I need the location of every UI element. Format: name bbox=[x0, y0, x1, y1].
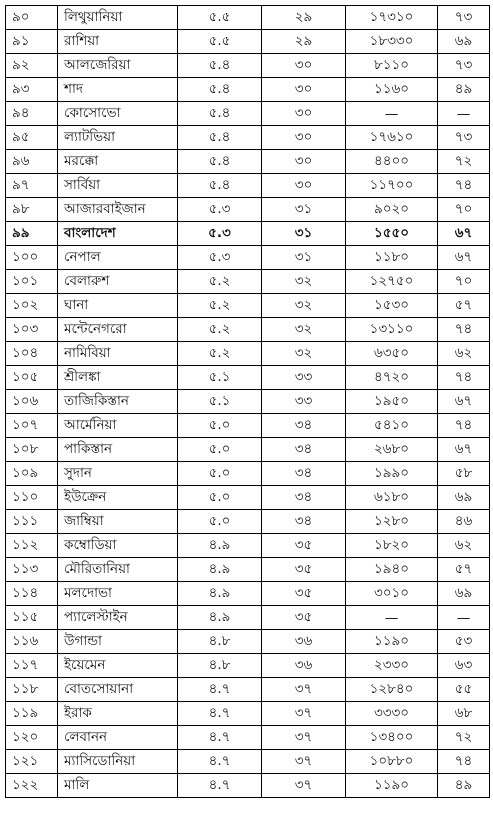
score-cell: ৫.৪ bbox=[178, 150, 262, 174]
score-cell: ৫.৪ bbox=[178, 54, 262, 78]
country-cell: ম্যাসিডোনিয়া bbox=[58, 750, 178, 774]
score-cell: ৫.১ bbox=[178, 390, 262, 414]
table-row bbox=[6, 726, 490, 750]
life-expectancy-cell: ৫৩ bbox=[438, 630, 490, 654]
table-row bbox=[6, 534, 490, 558]
position-cell: ৩৪ bbox=[262, 486, 346, 510]
position-cell: ৩২ bbox=[262, 270, 346, 294]
ranking-table bbox=[5, 5, 490, 798]
country-cell: নামিবিয়া bbox=[58, 342, 178, 366]
income-cell: ৬৩৫০ bbox=[346, 342, 438, 366]
country-cell: ইরাক bbox=[58, 702, 178, 726]
score-cell: ৫.৪ bbox=[178, 78, 262, 102]
table-row bbox=[6, 702, 490, 726]
life-expectancy-cell: ৭৪ bbox=[438, 414, 490, 438]
table-row bbox=[6, 6, 490, 30]
country-cell: মৌরিতানিয়া bbox=[58, 558, 178, 582]
rank-cell: ৯৪ bbox=[6, 102, 58, 126]
position-cell: ৩০ bbox=[262, 78, 346, 102]
income-cell: ১৭৬১০ bbox=[346, 126, 438, 150]
income-cell: ১১৮০ bbox=[346, 246, 438, 270]
country-cell: মন্টেনেগরো bbox=[58, 318, 178, 342]
table-row bbox=[6, 438, 490, 462]
income-cell: ১৯৪০ bbox=[346, 558, 438, 582]
position-cell: ৩১ bbox=[262, 246, 346, 270]
table-row bbox=[6, 750, 490, 774]
score-cell: ৫.৪ bbox=[178, 126, 262, 150]
income-cell: ৫৪১০ bbox=[346, 414, 438, 438]
rank-cell: ৯৮ bbox=[6, 198, 58, 222]
position-cell: ৩৭ bbox=[262, 726, 346, 750]
country-cell: মরক্কো bbox=[58, 150, 178, 174]
life-expectancy-cell: ৪৯ bbox=[438, 774, 490, 798]
country-cell: বেলারুশ bbox=[58, 270, 178, 294]
country-cell: লিথুয়ানিয়া bbox=[58, 6, 178, 30]
income-cell: ২৩৩০ bbox=[346, 654, 438, 678]
position-cell: ৩৪ bbox=[262, 510, 346, 534]
country-cell: সুদান bbox=[58, 462, 178, 486]
rank-cell: ৯২ bbox=[6, 54, 58, 78]
table-row bbox=[6, 30, 490, 54]
score-cell: ৫.০ bbox=[178, 414, 262, 438]
score-cell: ৫.০ bbox=[178, 462, 262, 486]
life-expectancy-cell: ৬৯ bbox=[438, 30, 490, 54]
score-cell: ৫.৫ bbox=[178, 6, 262, 30]
income-cell: ১৯৯০ bbox=[346, 462, 438, 486]
income-cell: ৩৩৩০ bbox=[346, 702, 438, 726]
life-expectancy-cell: ৫৭ bbox=[438, 294, 490, 318]
country-cell: ইউক্রেন bbox=[58, 486, 178, 510]
score-cell: ৫.৩ bbox=[178, 198, 262, 222]
country-cell: জাম্বিয়া bbox=[58, 510, 178, 534]
rank-cell: ১১৮ bbox=[6, 678, 58, 702]
rank-cell: ১১৫ bbox=[6, 606, 58, 630]
life-expectancy-cell: ৬৭ bbox=[438, 390, 490, 414]
table-row bbox=[6, 222, 490, 246]
table-row bbox=[6, 582, 490, 606]
life-expectancy-cell: ৬৩ bbox=[438, 654, 490, 678]
life-expectancy-cell: ৭২ bbox=[438, 726, 490, 750]
table-row bbox=[6, 414, 490, 438]
rank-cell: ১২১ bbox=[6, 750, 58, 774]
table-body bbox=[6, 6, 490, 798]
position-cell: ৩০ bbox=[262, 150, 346, 174]
life-expectancy-cell: ৭৪ bbox=[438, 366, 490, 390]
income-cell: ১৭৩১০ bbox=[346, 6, 438, 30]
country-cell: সার্বিয়া bbox=[58, 174, 178, 198]
table-row bbox=[6, 630, 490, 654]
life-expectancy-cell: ৬৯ bbox=[438, 486, 490, 510]
life-expectancy-cell: ৪৬ bbox=[438, 510, 490, 534]
rank-cell: ১১২ bbox=[6, 534, 58, 558]
position-cell: ৩২ bbox=[262, 294, 346, 318]
score-cell: ৫.৪ bbox=[178, 102, 262, 126]
country-cell: ল্যাটভিয়া bbox=[58, 126, 178, 150]
table-row bbox=[6, 558, 490, 582]
country-cell: পাকিস্তান bbox=[58, 438, 178, 462]
position-cell: ৩৩ bbox=[262, 390, 346, 414]
table-row bbox=[6, 654, 490, 678]
position-cell: ৩৫ bbox=[262, 558, 346, 582]
life-expectancy-cell: ৬৮ bbox=[438, 702, 490, 726]
country-cell: রাশিয়া bbox=[58, 30, 178, 54]
table-row bbox=[6, 606, 490, 630]
income-cell: ১৮৩৩০ bbox=[346, 30, 438, 54]
position-cell: ৩৭ bbox=[262, 750, 346, 774]
life-expectancy-cell: — bbox=[438, 606, 490, 630]
score-cell: ৫.১ bbox=[178, 366, 262, 390]
life-expectancy-cell: ৬২ bbox=[438, 342, 490, 366]
country-cell: প্যালেস্টাইন bbox=[58, 606, 178, 630]
income-cell: ১১৯০ bbox=[346, 630, 438, 654]
life-expectancy-cell: ৭৪ bbox=[438, 750, 490, 774]
position-cell: ৩৫ bbox=[262, 606, 346, 630]
life-expectancy-cell: ৭২ bbox=[438, 150, 490, 174]
score-cell: ৪.৯ bbox=[178, 558, 262, 582]
score-cell: ৪.৮ bbox=[178, 654, 262, 678]
table-row bbox=[6, 78, 490, 102]
position-cell: ২৯ bbox=[262, 6, 346, 30]
position-cell: ৩৬ bbox=[262, 654, 346, 678]
position-cell: ৩৭ bbox=[262, 702, 346, 726]
rank-cell: ৯৭ bbox=[6, 174, 58, 198]
income-cell: ১১৯০ bbox=[346, 774, 438, 798]
score-cell: ৪.৮ bbox=[178, 630, 262, 654]
country-cell: কম্বোডিয়া bbox=[58, 534, 178, 558]
rank-cell: ১০২ bbox=[6, 294, 58, 318]
rank-cell: ১০৭ bbox=[6, 414, 58, 438]
life-expectancy-cell: ৭৩ bbox=[438, 126, 490, 150]
rank-cell: ১০৯ bbox=[6, 462, 58, 486]
rank-cell: ১০৬ bbox=[6, 390, 58, 414]
income-cell: ৮১১০ bbox=[346, 54, 438, 78]
table-row bbox=[6, 678, 490, 702]
position-cell: ৩৪ bbox=[262, 414, 346, 438]
country-cell: আর্মেনিয়া bbox=[58, 414, 178, 438]
table-row bbox=[6, 390, 490, 414]
score-cell: ৪.৭ bbox=[178, 750, 262, 774]
rank-cell: ১২২ bbox=[6, 774, 58, 798]
table-row bbox=[6, 102, 490, 126]
table-row bbox=[6, 774, 490, 798]
position-cell: ৩৫ bbox=[262, 534, 346, 558]
score-cell: ৫.৫ bbox=[178, 30, 262, 54]
ranking-table-page bbox=[5, 5, 489, 815]
rank-cell: ১১১ bbox=[6, 510, 58, 534]
score-cell: ৪.৯ bbox=[178, 534, 262, 558]
income-cell: ১৫৩০ bbox=[346, 294, 438, 318]
country-cell: শ্রীলঙ্কা bbox=[58, 366, 178, 390]
table-row bbox=[6, 54, 490, 78]
country-cell: তাজিকিস্তান bbox=[58, 390, 178, 414]
life-expectancy-cell: ৬৭ bbox=[438, 438, 490, 462]
rank-cell: ১১৬ bbox=[6, 630, 58, 654]
position-cell: ৩২ bbox=[262, 342, 346, 366]
table-row bbox=[6, 462, 490, 486]
rank-cell: ১১০ bbox=[6, 486, 58, 510]
rank-cell: ১০১ bbox=[6, 270, 58, 294]
country-cell: আজারবাইজান bbox=[58, 198, 178, 222]
country-cell: ঘানা bbox=[58, 294, 178, 318]
life-expectancy-cell: ৫৫ bbox=[438, 678, 490, 702]
score-cell: ৫.২ bbox=[178, 294, 262, 318]
position-cell: ৩০ bbox=[262, 102, 346, 126]
rank-cell: ১১৯ bbox=[6, 702, 58, 726]
life-expectancy-cell: ৭০ bbox=[438, 270, 490, 294]
score-cell: ৫.৩ bbox=[178, 246, 262, 270]
table-row bbox=[6, 174, 490, 198]
score-cell: ৫.২ bbox=[178, 342, 262, 366]
life-expectancy-cell: ৪৯ bbox=[438, 78, 490, 102]
income-cell: ৯০২০ bbox=[346, 198, 438, 222]
income-cell: ৬১৮০ bbox=[346, 486, 438, 510]
table-row bbox=[6, 486, 490, 510]
income-cell: ১২৭৫০ bbox=[346, 270, 438, 294]
life-expectancy-cell: ৬৯ bbox=[438, 582, 490, 606]
rank-cell: ১০৩ bbox=[6, 318, 58, 342]
income-cell: ১২৮৪০ bbox=[346, 678, 438, 702]
position-cell: ৩০ bbox=[262, 54, 346, 78]
position-cell: ২৯ bbox=[262, 30, 346, 54]
rank-cell: ১০৪ bbox=[6, 342, 58, 366]
country-cell: বাংলাদেশ bbox=[58, 222, 178, 246]
income-cell: ১৩৪০০ bbox=[346, 726, 438, 750]
life-expectancy-cell: ৭৪ bbox=[438, 174, 490, 198]
life-expectancy-cell: ৭৩ bbox=[438, 54, 490, 78]
country-cell: আলজেরিয়া bbox=[58, 54, 178, 78]
position-cell: ৩১ bbox=[262, 198, 346, 222]
income-cell: ১২৮০ bbox=[346, 510, 438, 534]
rank-cell: ৯৯ bbox=[6, 222, 58, 246]
life-expectancy-cell: ৬৭ bbox=[438, 222, 490, 246]
score-cell: ৪.৭ bbox=[178, 774, 262, 798]
life-expectancy-cell: ৬৭ bbox=[438, 246, 490, 270]
income-cell: ৪৪০০ bbox=[346, 150, 438, 174]
income-cell: ১৫৫০ bbox=[346, 222, 438, 246]
table-row bbox=[6, 510, 490, 534]
table-row bbox=[6, 318, 490, 342]
income-cell: — bbox=[346, 102, 438, 126]
life-expectancy-cell: ৫৭ bbox=[438, 558, 490, 582]
position-cell: ৩৪ bbox=[262, 438, 346, 462]
rank-cell: ৯৬ bbox=[6, 150, 58, 174]
position-cell: ৩৭ bbox=[262, 774, 346, 798]
life-expectancy-cell: ৫৮ bbox=[438, 462, 490, 486]
rank-cell: ১১৭ bbox=[6, 654, 58, 678]
rank-cell: ৯০ bbox=[6, 6, 58, 30]
rank-cell: ১১৪ bbox=[6, 582, 58, 606]
country-cell: মালি bbox=[58, 774, 178, 798]
score-cell: ৪.৯ bbox=[178, 606, 262, 630]
table-row bbox=[6, 342, 490, 366]
table-row bbox=[6, 150, 490, 174]
table-row bbox=[6, 126, 490, 150]
score-cell: ৫.২ bbox=[178, 318, 262, 342]
country-cell: বোতসোয়ানা bbox=[58, 678, 178, 702]
life-expectancy-cell: — bbox=[438, 102, 490, 126]
table-row bbox=[6, 294, 490, 318]
position-cell: ৩১ bbox=[262, 222, 346, 246]
position-cell: ৩২ bbox=[262, 318, 346, 342]
life-expectancy-cell: ৭৩ bbox=[438, 6, 490, 30]
country-cell: কোসোভো bbox=[58, 102, 178, 126]
position-cell: ৩০ bbox=[262, 126, 346, 150]
score-cell: ৫.০ bbox=[178, 438, 262, 462]
rank-cell: ১২০ bbox=[6, 726, 58, 750]
table-row bbox=[6, 198, 490, 222]
rank-cell: ১০৫ bbox=[6, 366, 58, 390]
income-cell: ২৬৮০ bbox=[346, 438, 438, 462]
income-cell: ১০৮৮০ bbox=[346, 750, 438, 774]
table-row bbox=[6, 270, 490, 294]
score-cell: ৫.০ bbox=[178, 510, 262, 534]
rank-cell: ১১৩ bbox=[6, 558, 58, 582]
income-cell: ১১৭০০ bbox=[346, 174, 438, 198]
table-row bbox=[6, 246, 490, 270]
country-cell: ইয়েমেন bbox=[58, 654, 178, 678]
country-cell: শাদ bbox=[58, 78, 178, 102]
position-cell: ৩০ bbox=[262, 174, 346, 198]
country-cell: নেপাল bbox=[58, 246, 178, 270]
rank-cell: ১০০ bbox=[6, 246, 58, 270]
position-cell: ৩৩ bbox=[262, 366, 346, 390]
score-cell: ৪.৭ bbox=[178, 726, 262, 750]
score-cell: ৪.৭ bbox=[178, 702, 262, 726]
rank-cell: ৯১ bbox=[6, 30, 58, 54]
income-cell: ১৩১১০ bbox=[346, 318, 438, 342]
position-cell: ৩৬ bbox=[262, 630, 346, 654]
life-expectancy-cell: ৬২ bbox=[438, 534, 490, 558]
score-cell: ৫.৩ bbox=[178, 222, 262, 246]
score-cell: ৪.৯ bbox=[178, 582, 262, 606]
score-cell: ৫.০ bbox=[178, 486, 262, 510]
table-row bbox=[6, 366, 490, 390]
position-cell: ৩৫ bbox=[262, 582, 346, 606]
score-cell: ৪.৭ bbox=[178, 678, 262, 702]
income-cell: ১৮২০ bbox=[346, 534, 438, 558]
country-cell: উগান্ডা bbox=[58, 630, 178, 654]
score-cell: ৫.২ bbox=[178, 270, 262, 294]
life-expectancy-cell: ৭৪ bbox=[438, 318, 490, 342]
position-cell: ৩৪ bbox=[262, 462, 346, 486]
score-cell: ৫.৪ bbox=[178, 174, 262, 198]
country-cell: লেবানন bbox=[58, 726, 178, 750]
income-cell: ৩০১০ bbox=[346, 582, 438, 606]
rank-cell: ১০৮ bbox=[6, 438, 58, 462]
income-cell: — bbox=[346, 606, 438, 630]
country-cell: মলদোভা bbox=[58, 582, 178, 606]
income-cell: ১৯৫০ bbox=[346, 390, 438, 414]
life-expectancy-cell: ৭০ bbox=[438, 198, 490, 222]
rank-cell: ৯৩ bbox=[6, 78, 58, 102]
position-cell: ৩৭ bbox=[262, 678, 346, 702]
income-cell: ১১৬০ bbox=[346, 78, 438, 102]
income-cell: ৪৭২০ bbox=[346, 366, 438, 390]
rank-cell: ৯৫ bbox=[6, 126, 58, 150]
